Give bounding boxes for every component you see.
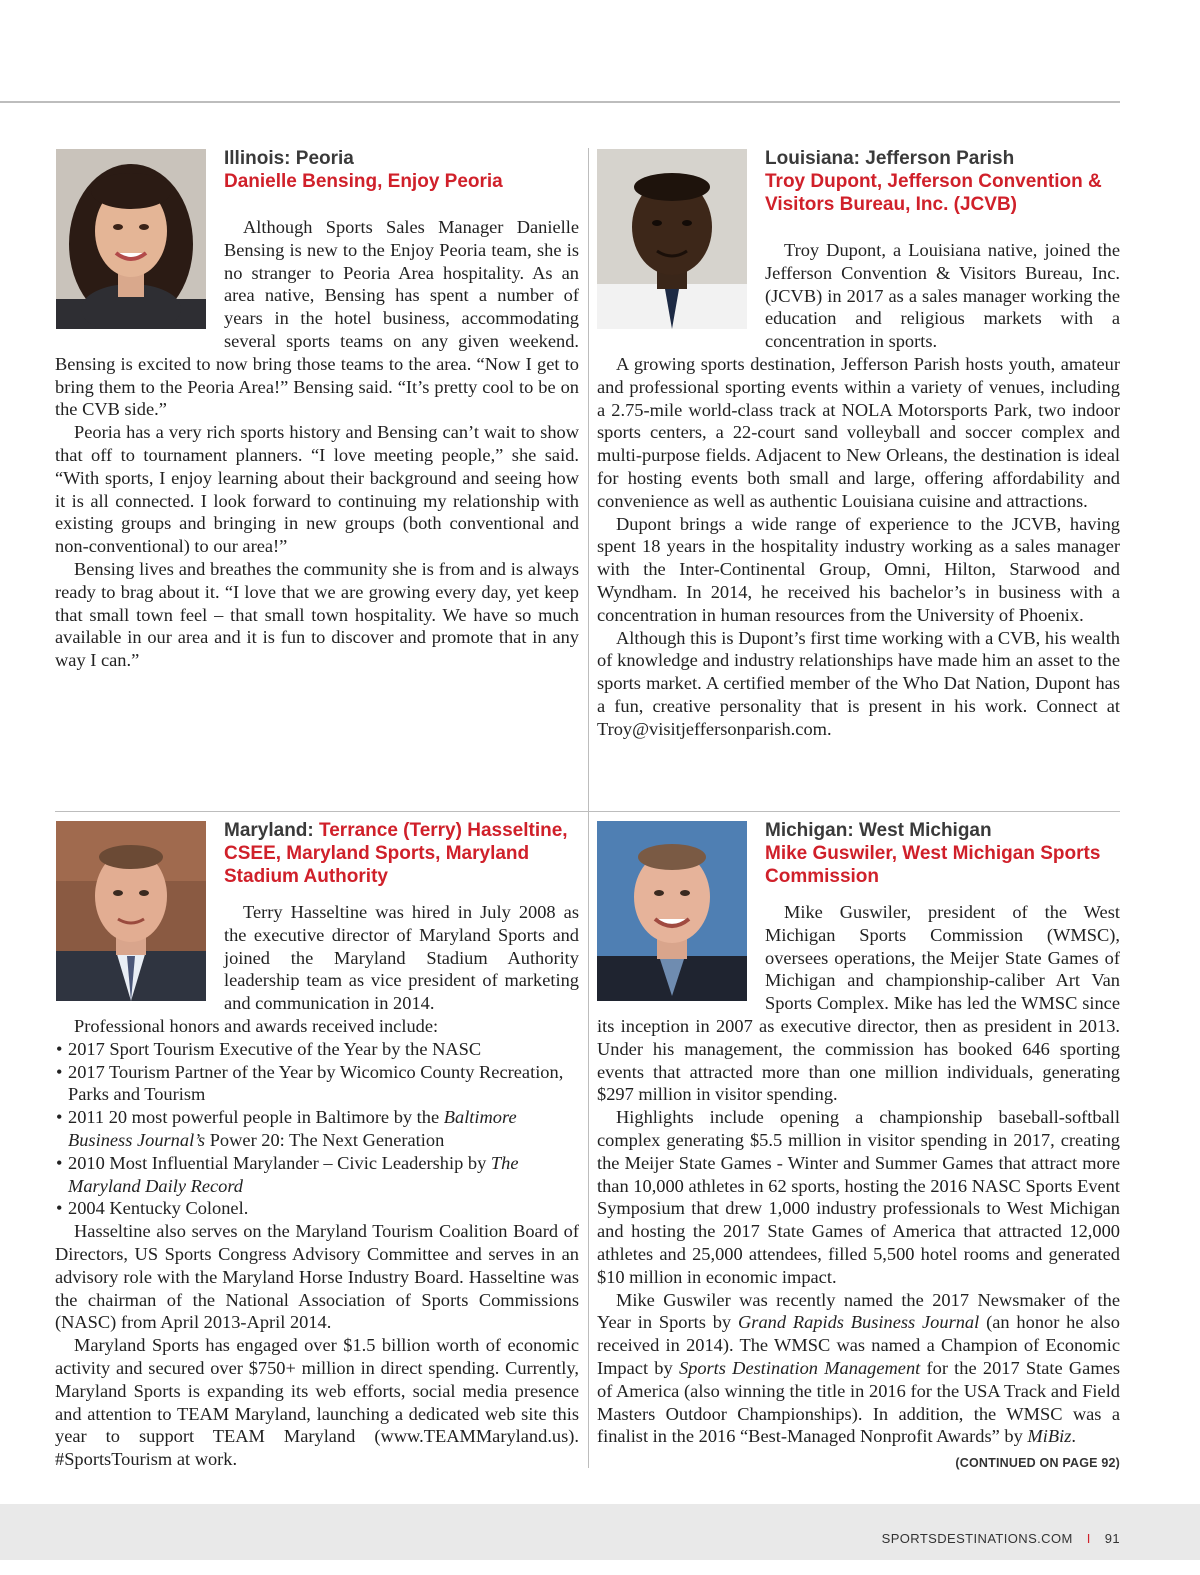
maryland-paragraph-3: Maryland Sports has engaged over $1.5 billion worth of economic activity and secured over $750+ million in direct spending. Currently, Maryland Sports is expanding its web efforts, social media presence and attention to TEAM Maryland, launching a dedicated web site this year to support TEAM Maryland (www.TEAMMaryland.us). #SportsTourism at work. [55,1335,579,1470]
michigan-p3-publication-1: Grand Rapids Business Journal [738,1312,980,1333]
jefferson-wrap-spacer [597,239,753,335]
maryland-award-3-post: Power 20: The Next Generation [209,1129,445,1150]
maryland-award-3-publication: Baltimore Business Journal’s [68,1107,517,1150]
maryland-award-1: • 2017 Sport Tourism Executive of the Year by the NASC [55,1038,579,1061]
michigan-body [597,901,1120,1475]
maryland-award-3 [55,1106,579,1152]
michigan-p3-publication-2: Sports Destination Management [678,1357,921,1378]
maryland-award-5: • 2004 Kentucky Colonel. [55,1197,579,1220]
footer-separator: I [1086,1531,1091,1546]
jefferson-paragraph-1: Troy Dupont, a Louisiana native, joined the Jefferson Convention & Visitors Bureau, Inc. (JCVB) in 2017 as a sales manager working the education and religious markets with a concentration in sports. [765,240,1120,352]
maryland-award-4-publication: The Maryland Daily Record [68,1152,519,1196]
jefferson-body [597,239,1120,741]
top-rule [0,101,1120,103]
peoria-name: Danielle Bensing, Enjoy Peoria [224,171,503,192]
maryland-state: Maryland: [224,820,314,841]
peoria-state: Illinois: Peoria [224,148,354,169]
michigan-paragraph-1: Mike Guswiler, president of the West Michigan Sports Commission (WMSC), oversees operations, the Meijer State Games of Michigan and championship-caliber Art Van Sports Complex. Mike has led the WMSC since its inception in 2007 as executive director, then as president in 2013. Under his management, the commission has booked 646 sporting events that attracted more than one million individuals, generating $297 million in visitor spending. [597,902,1120,1105]
maryland-award-3-pre: 2011 20 most powerful people in Baltimore by the [68,1107,440,1128]
michigan-heading [765,819,1120,888]
maryland-body [55,901,579,1471]
michigan-paragraph-3 [597,1289,1121,1471]
jefferson-heading [765,147,1120,216]
michigan-p3-publication-3: MiBiz [1027,1426,1072,1447]
column-divider [588,148,589,1468]
maryland-wrap-spacer [55,901,212,1011]
jefferson-name: Troy Dupont, Jefferson Convention & Visitors Bureau, Inc. (JCVB) [765,171,1102,215]
peoria-body [55,216,579,672]
michigan-p3-a: Mike Guswiler was recently named the 2017 Newsmaker of the Year in Sports by [597,1289,1120,1333]
jefferson-state: Louisiana: Jefferson Parish [765,148,1015,169]
maryland-heading [224,819,574,888]
michigan-wrap-spacer [597,901,753,1011]
michigan-paragraph-2: Highlights include opening a championship baseball-softball complex generating $5.5 million in visitor spending in 2017, creating the Meijer State Games - Winter and Summer Games that attract more than 10,000 athletes in 62 sports, hosting the 2016 NASC Sports Event Symposium that drew 1,000 industry professionals to West Michigan and hosting the 2017 State Games of America that attracted 12,000 athletes and 25,000 attendees, filled 5,500 hotel rooms and generated $10 million in economic impact. [597,1107,1120,1287]
michigan-p3-c: for the 2017 State Games of America (also winning the title in 2016 for the USA Track and Field Masters Outdoor Championships). In addition, the WMSC was a finalist in the 2016 “Best-Managed Nonprofit Awards” by [597,1357,1120,1447]
peoria-wrap-spacer [55,216,212,334]
michigan-state: Michigan: West Michigan [765,820,992,841]
footer [882,1531,1120,1546]
jefferson-paragraph-4: Although this is Dupont’s first time working with a CVB, his wealth of knowledge and industry relationships have made him an asset to the sports market. A certified member of the Who Dat Nation, Dupont has a fun, creative personality that is present in his work. Connect at Troy@visitjeffersonparish.com. [597,627,1120,739]
maryland-award-4-pre: 2010 Most Influential Marylander – Civic Leadership by [68,1152,487,1173]
maryland-name: Terrance (Terry) Hasseltine, CSEE, Maryland Sports, Maryland Stadium Authority [224,820,568,887]
maryland-awards-intro: Professional honors and awards received include: [74,1015,439,1036]
maryland-awards-list [55,1038,579,1220]
footer-site: SPORTSDESTINATIONS.COM [881,1531,1073,1546]
continued-note: (CONTINUED ON PAGE 92) [955,1456,1120,1471]
peoria-paragraph-1: Although Sports Sales Manager Danielle Bensing is new to the Enjoy Peoria team, she is no stranger to Peoria Area hospitality. As an area native, Bensing has spent a number of years in the hotel business, accommodating several sports teams on any given weekend. Bensing is excited to now bring those teams to the area. “Now I get to bring them to the Peoria Area!” Bensing said. “It’s pretty cool to be on the CVB side.” [55,217,579,420]
maryland-paragraph-1: Terry Hasseltine was hired in July 2008 as the executive director of Maryland Sports and joined the Maryland Stadium Authority leadership team as vice president of marketing and communication in 2014. [224,902,579,1014]
page-number: 91 [1104,1531,1120,1546]
peoria-paragraph-2: Peoria has a very rich sports history and Bensing can’t wait to show that off to tournament planners. “I love meeting people,” she said. “With sports, I enjoy learning about their background and seeing how it is all connected. I look forward to continuing my relationship with existing groups and bringing in new groups (both conventional and non-conventional) to our area!” [55,422,579,557]
maryland-award-4 [55,1152,579,1198]
peoria-heading [224,147,574,193]
jefferson-paragraph-2: A growing sports destination, Jefferson Parish hosts youth, amateur and professional sporting events within a variety of venues, including a 2.75-mile world-class track at NOLA Motorsports Park, two indoor sports centers, a 22-court sand volleyball and soccer complex and multi-purpose fields. Adjacent to New Orleans, the destination is ideal for hosting events both small and large, offering affordability and convenience as well as authentic Louisiana cuisine and attractions. [597,353,1120,511]
michigan-p3-b: (an honor he also received in 2014). The WMSC was named a Champion of Economic Impact by [597,1312,1121,1378]
peoria-paragraph-3: Bensing lives and breathes the community she is from and is always ready to brag about it. “I love that we are growing every day, yet keep that small town feel – that small town hospitality. We have so much available in our area and it is fun to discover and promote that in any way I can.” [55,558,579,671]
michigan-p3-d: . [1071,1426,1076,1447]
jefferson-paragraph-3: Dupont brings a wide range of experience to the JCVB, having spent 18 years in the hospitality industry working as a sales manager with the Inter-Continental Group, Omni, Hilton, Starwood and Wyndham. In 2014, he received his bachelor’s in business with a concentration in human resources from the University of Phoenix. [597,513,1120,625]
michigan-name: Mike Guswiler, West Michigan Sports Commission [765,843,1101,887]
maryland-award-2: • 2017 Tourism Partner of the Year by Wicomico County Recreation, Parks and Tourism [55,1061,579,1107]
maryland-paragraph-2: Hasseltine also serves on the Maryland Tourism Coalition Board of Directors, US Sports Congress Advisory Committee and serves in an advisory role with the Maryland Horse Industry Board. Hasseltine was the chairman of the National Association of Sports Commissions (NASC) from April 2013-April 2014. [55,1221,579,1333]
